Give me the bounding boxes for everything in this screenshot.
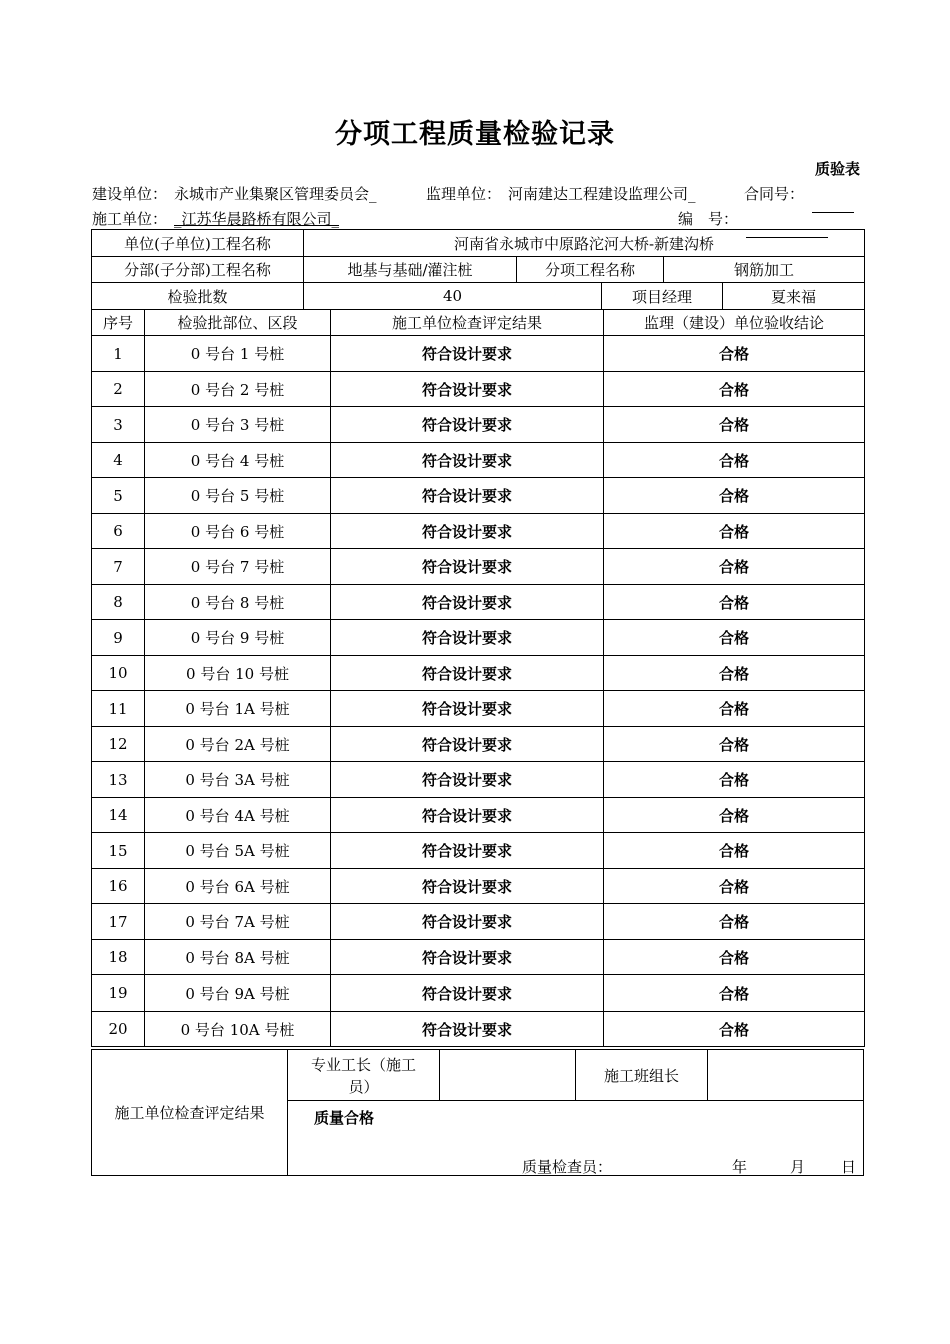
unit-project-value: 河南省永城市中原路沱河大桥-新建沟桥 <box>304 230 865 257</box>
table-row <box>92 478 865 514</box>
row-no: 1 <box>92 336 145 372</box>
table-row <box>92 691 865 727</box>
row-part: 0 号台 8A 号桩 <box>145 940 331 975</box>
row-no: 5 <box>92 478 145 514</box>
team-leader-label: 施工班组长 <box>576 1050 708 1101</box>
subitem-value: 钢筋加工 <box>664 257 865 283</box>
row-result: 符合设计要求 <box>331 940 604 975</box>
supervisor-value: 河南建达工程建设监理公司_ <box>508 185 696 203</box>
pm-label: 项目经理 <box>602 283 723 310</box>
row-result: 符合设计要求 <box>331 407 604 443</box>
date-month: 月 <box>790 1158 806 1176</box>
row-no: 14 <box>92 798 145 833</box>
pm-value: 夏来福 <box>723 283 865 310</box>
contractor-label: 施工单位： <box>92 210 168 228</box>
table-row <box>92 656 865 691</box>
footer-block <box>91 1049 864 1176</box>
row-no: 4 <box>92 443 145 478</box>
row-part: 0 号台 1 号桩 <box>145 336 331 372</box>
table-row <box>92 336 865 372</box>
row-no: 3 <box>92 407 145 443</box>
subitem-label: 分项工程名称 <box>517 257 664 283</box>
foreman-label <box>288 1050 440 1101</box>
row-conclusion: 合格 <box>604 620 865 656</box>
row-result: 符合设计要求 <box>331 372 604 407</box>
contract-label: 合同号： <box>744 185 805 203</box>
row-part: 0 号台 6 号桩 <box>145 514 331 549</box>
division-value: 地基与基础/灌注桩 <box>304 257 517 283</box>
table-row <box>92 762 865 798</box>
foreman-label-line-1: 专业工长（施工 <box>310 1056 416 1074</box>
row-result: 符合设计要求 <box>331 585 604 620</box>
owner-value: 永城市产业集聚区管理委员会_ <box>174 185 377 203</box>
table-row <box>92 975 865 1012</box>
table-row <box>92 372 865 407</box>
row-part: 0 号台 3 号桩 <box>145 407 331 443</box>
row-conclusion: 合格 <box>604 869 865 904</box>
row-conclusion: 合格 <box>604 372 865 407</box>
col-header-part: 检验批部位、区段 <box>145 310 331 336</box>
team-leader-signature <box>708 1050 863 1101</box>
row-conclusion: 合格 <box>604 691 865 727</box>
row-conclusion: 合格 <box>604 478 865 514</box>
table-row <box>92 585 865 620</box>
row-result: 符合设计要求 <box>331 833 604 869</box>
row-result: 符合设计要求 <box>331 443 604 478</box>
row-conclusion: 合格 <box>604 336 865 372</box>
table-row <box>92 514 865 549</box>
contractor-value: _江苏华晨路桥有限公司_ <box>174 210 340 228</box>
col-header-conclusion: 监理（建设）单位验收结论 <box>604 310 865 336</box>
row-result: 符合设计要求 <box>331 549 604 585</box>
footer-left-label: 施工单位检查评定结果 <box>92 1050 288 1175</box>
row-result: 符合设计要求 <box>331 798 604 833</box>
records-header-row <box>92 310 865 336</box>
row-result: 符合设计要求 <box>331 478 604 514</box>
supervisor-label: 监理单位： <box>426 185 502 203</box>
row-result: 符合设计要求 <box>331 869 604 904</box>
row-part: 0 号台 9 号桩 <box>145 620 331 656</box>
row-result: 符合设计要求 <box>331 762 604 798</box>
row-result: 符合设计要求 <box>331 336 604 372</box>
table-row <box>92 869 865 904</box>
records-table <box>91 309 865 1047</box>
row-part: 0 号台 7A 号桩 <box>145 904 331 940</box>
row-no: 17 <box>92 904 145 940</box>
row-part: 0 号台 4A 号桩 <box>145 798 331 833</box>
row-conclusion: 合格 <box>604 798 865 833</box>
division-label: 分部(子分部)工程名称 <box>92 257 304 283</box>
col-header-no: 序号 <box>92 310 145 336</box>
row-no: 16 <box>92 869 145 904</box>
table-row <box>92 904 865 940</box>
row-conclusion: 合格 <box>604 656 865 691</box>
quality-result: 质量合格 <box>314 1109 375 1127</box>
row-result: 符合设计要求 <box>331 691 604 727</box>
unit-project-label: 单位(子单位)工程名称 <box>92 230 304 257</box>
table-row <box>92 1012 865 1047</box>
row-no: 6 <box>92 514 145 549</box>
row-conclusion: 合格 <box>604 940 865 975</box>
row-result: 符合设计要求 <box>331 656 604 691</box>
row-no: 7 <box>92 549 145 585</box>
row-part: 0 号台 3A 号桩 <box>145 762 331 798</box>
row-part: 0 号台 4 号桩 <box>145 443 331 478</box>
row-no: 11 <box>92 691 145 727</box>
table-row <box>92 443 865 478</box>
row-result: 符合设计要求 <box>331 1012 604 1047</box>
table-row <box>92 620 865 656</box>
date-year: 年 <box>732 1158 748 1176</box>
row-part: 0 号台 2A 号桩 <box>145 727 331 762</box>
row-conclusion: 合格 <box>604 407 865 443</box>
row-result: 符合设计要求 <box>331 904 604 940</box>
row-conclusion: 合格 <box>604 762 865 798</box>
row-part: 0 号台 6A 号桩 <box>145 869 331 904</box>
row-part: 0 号台 1A 号桩 <box>145 691 331 727</box>
row-no: 8 <box>92 585 145 620</box>
foreman-signature <box>440 1050 576 1101</box>
table-row <box>92 833 865 869</box>
table-row <box>92 940 865 975</box>
row-part: 0 号台 9A 号桩 <box>145 975 331 1012</box>
row-no: 18 <box>92 940 145 975</box>
table-row <box>92 798 865 833</box>
owner-label: 建设单位： <box>92 185 168 203</box>
row-conclusion: 合格 <box>604 1012 865 1047</box>
row-part: 0 号台 10 号桩 <box>145 656 331 691</box>
row-result: 符合设计要求 <box>331 620 604 656</box>
col-header-result: 施工单位检查评定结果 <box>331 310 604 336</box>
row-part: 0 号台 5 号桩 <box>145 478 331 514</box>
table-row <box>92 549 865 585</box>
row-no: 19 <box>92 975 145 1012</box>
row-part: 0 号台 8 号桩 <box>145 585 331 620</box>
batch-count-label: 检验批数 <box>92 283 304 310</box>
date-day: 日 <box>841 1158 857 1176</box>
row-result: 符合设计要求 <box>331 514 604 549</box>
row-no: 12 <box>92 727 145 762</box>
row-no: 9 <box>92 620 145 656</box>
row-conclusion: 合格 <box>604 443 865 478</box>
row-part: 0 号台 7 号桩 <box>145 549 331 585</box>
row-conclusion: 合格 <box>604 585 865 620</box>
table-row <box>92 727 865 762</box>
header-table <box>91 229 865 310</box>
row-no: 15 <box>92 833 145 869</box>
row-no: 10 <box>92 656 145 691</box>
page-title: 分项工程质量检验记录 <box>335 119 615 150</box>
foreman-label-line-2: 员） <box>348 1078 379 1096</box>
batch-count-value: 40 <box>304 283 602 310</box>
row-result: 符合设计要求 <box>331 975 604 1012</box>
row-part: 0 号台 2 号桩 <box>145 372 331 407</box>
row-conclusion: 合格 <box>604 904 865 940</box>
row-conclusion: 合格 <box>604 833 865 869</box>
row-no: 20 <box>92 1012 145 1047</box>
serial-label: 编 号： <box>678 210 739 228</box>
row-no: 2 <box>92 372 145 407</box>
row-conclusion: 合格 <box>604 514 865 549</box>
table-row <box>92 407 865 443</box>
row-part: 0 号台 10A 号桩 <box>145 1012 331 1047</box>
form-code: 质验表 <box>814 160 860 178</box>
inspector-label: 质量检查员： <box>522 1158 613 1176</box>
row-conclusion: 合格 <box>604 975 865 1012</box>
row-conclusion: 合格 <box>604 549 865 585</box>
row-no: 13 <box>92 762 145 798</box>
contract-blank <box>812 198 854 217</box>
row-conclusion: 合格 <box>604 727 865 762</box>
row-result: 符合设计要求 <box>331 727 604 762</box>
row-part: 0 号台 5A 号桩 <box>145 833 331 869</box>
